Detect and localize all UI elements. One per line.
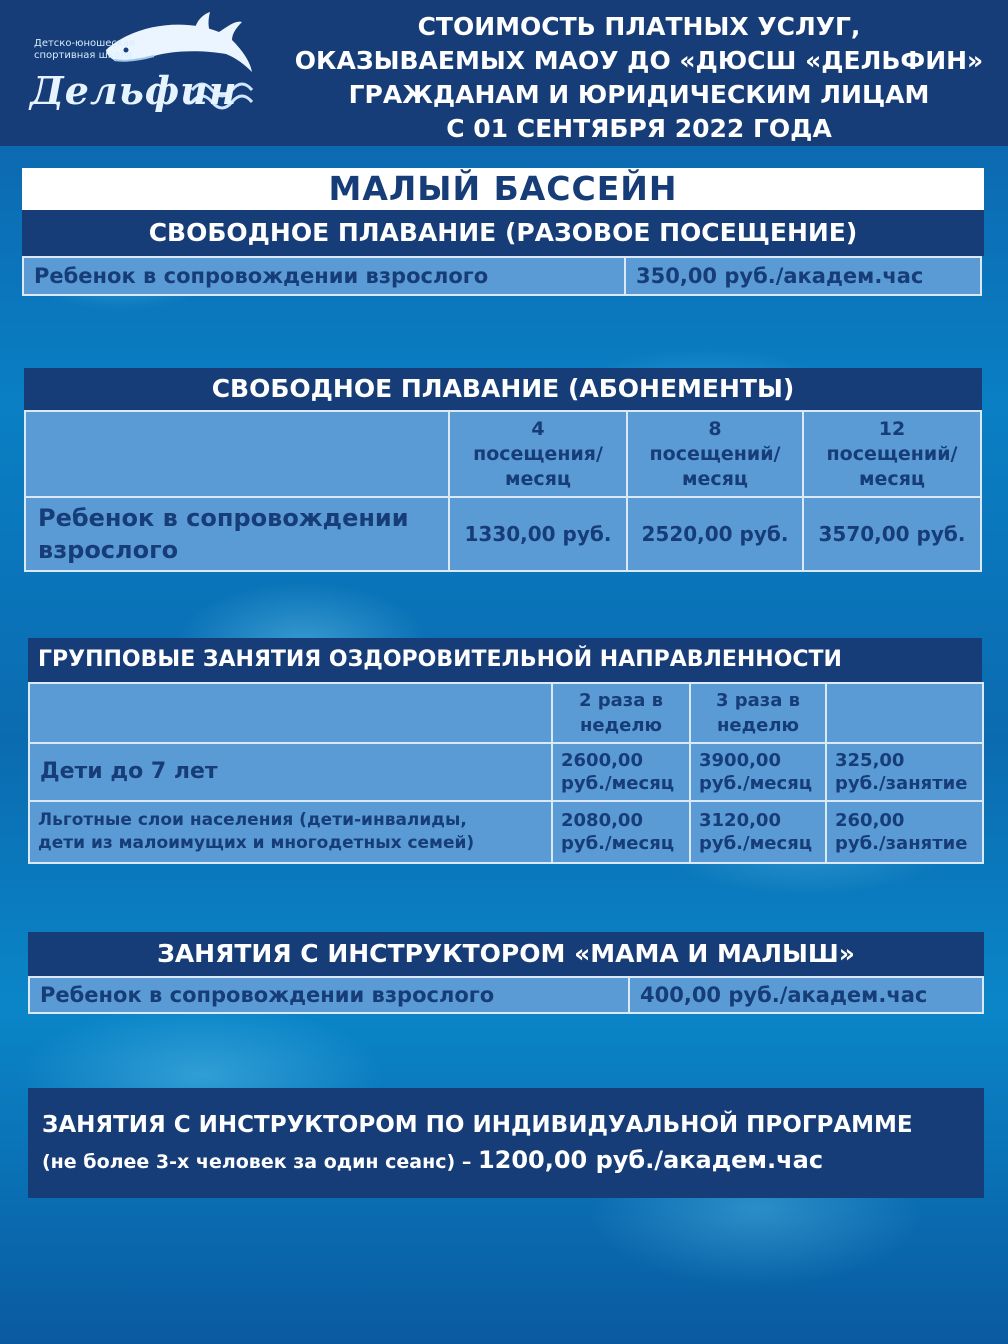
section-mother-baby-heading: ЗАНЯТИЯ С ИНСТРУКТОРОМ «МАМА И МАЛЫШ» [28,932,984,976]
header-line2: месяц [682,467,748,490]
table-row [29,977,983,1013]
header-line1: посещений/ [649,442,781,465]
title-line: СТОИМОСТЬ ПЛАТНЫХ УСЛУГ, [417,12,861,41]
row-label-line1: Дети до 7 лет [40,759,218,784]
row-price: 400,00 руб./академ.час [629,977,983,1013]
price-cell [552,801,690,863]
table-header-row [25,411,981,497]
price-cell: 1330,00 руб. [449,497,627,571]
price-cell [826,801,983,863]
price-cell [690,743,826,801]
header-line2: неделю [716,715,800,736]
title-line: С 01 СЕНТЯБРЯ 2022 ГОДА [446,114,832,143]
price-unit: руб./месяц [699,773,813,794]
title-line: ОКАЗЫВАЕМЫХ МАОУ ДО «ДЮСШ «ДЕЛЬФИН» [294,46,984,75]
table-header-row [29,683,983,743]
header-num: 4 [531,417,545,440]
price-cell [552,743,690,801]
header-line2: месяц [859,467,925,490]
header-line2: месяц [505,467,571,490]
row-label-line2: дети из малоимущих и многодетных семей) [38,833,475,853]
individual-program-price: 1200,00 руб./академ.час [477,1146,824,1174]
row-price: 350,00 руб./академ.час [625,257,981,295]
logo-subtitle [34,38,144,62]
title-line: ГРАЖДАНАМ И ЮРИДИЧЕСКИМ ЛИЦАМ [348,80,930,109]
header-line1: 2 раза в [578,690,664,711]
header-cell [627,411,803,497]
row-label: Ребенок в сопровождении взрослого [29,977,629,1013]
price-cell [826,743,983,801]
table-row [25,497,981,571]
header-empty-cell [29,683,552,743]
header-num: 8 [708,417,722,440]
price-value: 3120,00 [699,810,781,831]
header-cell [803,411,981,497]
header-line2: неделю [579,715,663,736]
header-line1: посещения/ [473,442,603,465]
price-value: 325,00 [835,750,905,771]
price-cell: 3570,00 руб. [803,497,981,571]
section-free-swim-single-heading: СВОБОДНОЕ ПЛАВАНИЕ (РАЗОВОЕ ПОСЕЩЕНИЕ) [22,210,984,256]
individual-program-note [42,1146,823,1174]
section-group-classes-table [28,682,984,864]
row-label [29,743,552,801]
header-cell [690,683,826,743]
row-label-line1: Ребенок в сопровождении [38,504,409,532]
price-cell: 2520,00 руб. [627,497,803,571]
section-mother-baby-table [28,976,984,1014]
price-value: 2600,00 [561,750,643,771]
table-row [29,801,983,863]
header-cell [552,683,690,743]
section-individual-program [28,1088,984,1198]
table-row [29,743,983,801]
section-free-swim-pass-table [24,410,982,572]
price-unit: руб./месяц [561,833,675,854]
header-empty-cell [25,411,449,497]
price-value: 3900,00 [699,750,781,771]
logo-subtitle-line2: спортивная школа [34,50,133,61]
logo-name: Дельфин [30,68,238,113]
price-cell [690,801,826,863]
price-unit: руб./занятие [835,833,968,854]
price-unit: руб./занятие [835,773,968,794]
pool-title: МАЛЫЙ БАССЕЙН [22,168,984,210]
row-label [25,497,449,571]
header-cell [826,683,983,743]
section-free-swim-single-table [22,256,982,296]
row-label [29,801,552,863]
price-unit: руб./месяц [561,773,675,794]
section-free-swim-pass-heading: СВОБОДНОЕ ПЛАВАНИЕ (АБОНЕМЕНТЫ) [24,368,982,410]
individual-program-title: ЗАНЯТИЯ С ИНСТРУКТОРОМ ПО ИНДИВИДУАЛЬНОЙ ПРОГРАММЕ [42,1112,913,1138]
row-label-line1: Льготные слои населения (дети-инвалиды, [38,810,467,830]
row-label-line2: взрослого [38,536,179,564]
section-group-classes-heading: ГРУППОВЫЕ ЗАНЯТИЯ ОЗДОРОВИТЕЛЬНОЙ НАПРАВЛЕННОСТИ [28,638,982,682]
individual-program-limit: (не более 3-х человек за один сеанс) – [42,1151,478,1173]
page-title [270,10,1008,146]
header-line1: 3 раза в [715,690,801,711]
header [0,0,1008,146]
price-value: 260,00 [835,810,905,831]
logo [14,10,264,130]
table-row [23,257,981,295]
header-line1: посещений/ [826,442,958,465]
logo-subtitle-line1: Детско-юношеская [34,38,136,49]
header-num: 12 [878,417,906,440]
price-value: 2080,00 [561,810,643,831]
price-unit: руб./месяц [699,833,813,854]
row-label: Ребенок в сопровождении взрослого [23,257,625,295]
header-cell [449,411,627,497]
